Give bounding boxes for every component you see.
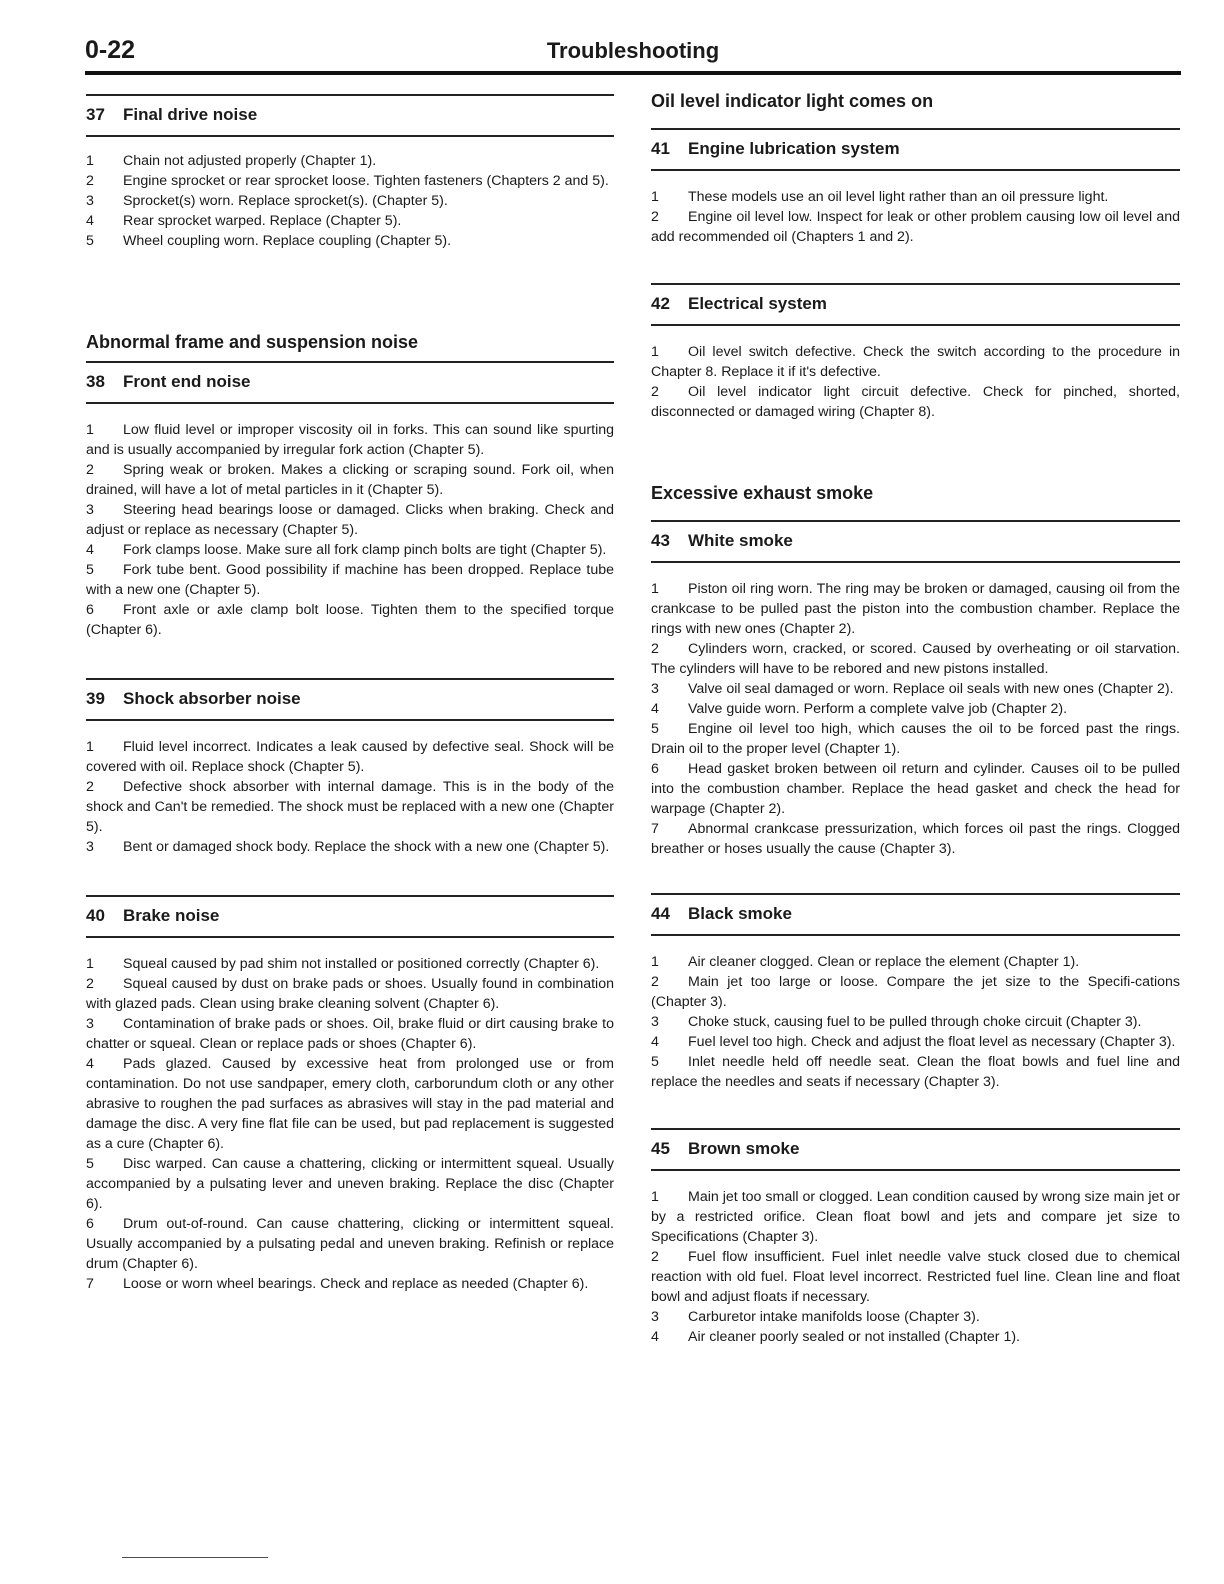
item-number: 6 xyxy=(86,602,94,618)
item-number: 2 xyxy=(651,384,659,400)
list-item xyxy=(86,460,614,500)
item-number: 2 xyxy=(651,641,659,657)
item-number: 3 xyxy=(86,502,94,518)
item-number: 7 xyxy=(651,821,659,837)
list-item xyxy=(86,540,614,560)
item-text: Engine oil level too high, which causes the oil to be forced past the rings. Drain oil to the proper level (Chapter 1). xyxy=(651,721,1180,757)
item-number: 4 xyxy=(651,1329,659,1345)
list-item xyxy=(86,974,614,1014)
item-text: Steering head bearings loose or damaged. Clicks when braking. Check and adjust or replace as necessary (Chapter 5). xyxy=(86,502,614,538)
item-number: 4 xyxy=(86,213,94,229)
list-item xyxy=(651,342,1180,382)
section-43 xyxy=(651,520,1180,859)
item-text: Cylinders worn, cracked, or scored. Caused by overheating or oil starvation. The cylinders will have to be rebored and new pistons installed. xyxy=(651,641,1180,677)
header-rule xyxy=(85,71,1181,75)
item-number: 5 xyxy=(651,721,659,737)
section-header xyxy=(651,283,1180,326)
left-column xyxy=(86,80,614,1294)
item-list xyxy=(86,954,614,1294)
item-text: Fork clamps loose. Make sure all fork clamp pinch bolts are tight (Chapter 5). xyxy=(123,542,607,558)
item-list xyxy=(651,187,1180,247)
section-42 xyxy=(651,283,1180,422)
section-title: 40 Brake noise xyxy=(86,906,220,925)
item-text: Low fluid level or improper viscosity oil in forks. This can sound like spurting and is usually accompanied by irregular fork action (Chapter 5). xyxy=(86,422,614,458)
item-text: Air cleaner poorly sealed or not installed (Chapter 1). xyxy=(688,1329,1020,1345)
item-text: Chain not adjusted properly (Chapter 1). xyxy=(123,153,377,169)
item-number: 1 xyxy=(651,954,659,970)
item-text: Fuel flow insufficient. Fuel inlet needle valve stuck closed due to chemical reaction with old fuel. Float level incorrect. Restricted fuel line. Clean line and float bowl and adjust floats if necessary. xyxy=(651,1249,1180,1305)
item-text: Loose or worn wheel bearings. Check and replace as needed (Chapter 6). xyxy=(123,1276,589,1292)
item-number: 3 xyxy=(86,839,94,855)
item-number: 1 xyxy=(651,1189,659,1205)
item-number: 4 xyxy=(86,1056,94,1072)
item-text: Inlet needle held off needle seat. Clean the float bowls and fuel line and replace the needles and seats if necessary (Chapter 3). xyxy=(651,1054,1180,1090)
item-number: 2 xyxy=(651,1249,659,1265)
list-item xyxy=(651,1247,1180,1307)
item-number: 5 xyxy=(86,233,94,249)
section-39 xyxy=(86,678,614,857)
item-text: Air cleaner clogged. Clean or replace the element (Chapter 1). xyxy=(688,954,1080,970)
section-header xyxy=(86,895,614,938)
item-number: 1 xyxy=(651,189,659,205)
list-item xyxy=(86,1214,614,1274)
item-number: 5 xyxy=(86,562,94,578)
item-number: 6 xyxy=(651,761,659,777)
item-number: 1 xyxy=(86,739,94,755)
item-list xyxy=(86,420,614,640)
list-item xyxy=(651,1187,1180,1247)
group-title-frame-suspension: Abnormal frame and suspension noise xyxy=(86,332,419,352)
item-list xyxy=(651,952,1180,1092)
list-item xyxy=(86,560,614,600)
item-text: Main jet too large or loose. Compare the jet size to the Specifi-cations (Chapter 3). xyxy=(651,974,1180,1010)
item-number: 3 xyxy=(651,681,659,697)
item-number: 2 xyxy=(86,779,94,795)
list-item xyxy=(86,1274,614,1294)
item-number: 1 xyxy=(86,956,94,972)
list-item xyxy=(86,1014,614,1054)
item-number: 2 xyxy=(651,209,659,225)
item-list xyxy=(86,151,614,251)
item-text: Wheel coupling worn. Replace coupling (Chapter 5). xyxy=(123,233,452,249)
list-item xyxy=(651,579,1180,639)
item-number: 1 xyxy=(86,422,94,438)
item-text: Front axle or axle clamp bolt loose. Tighten them to the specified torque (Chapter 6). xyxy=(86,602,614,638)
item-text: Abnormal crankcase pressurization, which forces oil past the rings. Clogged breather or hoses usually the cause (Chapter 3). xyxy=(651,821,1180,857)
list-item xyxy=(86,420,614,460)
item-number: 5 xyxy=(86,1156,94,1172)
item-number: 1 xyxy=(651,344,659,360)
item-number: 2 xyxy=(86,976,94,992)
item-text: Head gasket broken between oil return and cylinder. Causes oil to be pulled into the combustion chamber. Replace the head gasket and check the head for warpage (Chapter 2). xyxy=(651,761,1180,817)
section-header xyxy=(651,1128,1180,1171)
item-text: Oil level indicator light circuit defective. Check for pinched, shorted, disconnected or damaged wiring (Chapter 8). xyxy=(651,384,1180,420)
item-text: Carburetor intake manifolds loose (Chapter 3). xyxy=(688,1309,980,1325)
item-number: 4 xyxy=(651,701,659,717)
list-item xyxy=(86,171,614,191)
item-text: Engine oil level low. Inspect for leak or other problem causing low oil level and add recommended oil (Chapters 1 and 2). xyxy=(651,209,1180,245)
item-text: Pads glazed. Caused by excessive heat from prolonged use or from contamination. Do not use sandpaper, emery cloth, carborundum cloth or any other abrasive to roughen the pad surfaces as abrasives will stay in the pad material and damage the disc. A very fine flat file can be used, but pad replacement is suggested as a cure (Chapter 6). xyxy=(86,1056,614,1152)
item-text: Choke stuck, causing fuel to be pulled through choke circuit (Chapter 3). xyxy=(688,1014,1142,1030)
section-45 xyxy=(651,1128,1180,1347)
list-item xyxy=(86,954,614,974)
section-37 xyxy=(86,94,614,251)
page-header xyxy=(85,34,1181,74)
item-text: Fluid level incorrect. Indicates a leak caused by defective seal. Shock will be covered with oil. Replace shock (Chapter 5). xyxy=(86,739,614,775)
list-item xyxy=(86,837,614,857)
section-title: 39 Shock absorber noise xyxy=(86,689,301,708)
section-40 xyxy=(86,895,614,1294)
item-list xyxy=(651,579,1180,859)
list-item xyxy=(651,819,1180,859)
section-header xyxy=(86,361,614,404)
group-title-exhaust-smoke: Excessive exhaust smoke xyxy=(651,483,874,503)
list-item xyxy=(651,1327,1180,1347)
item-text: Valve oil seal damaged or worn. Replace oil seals with new ones (Chapter 2). xyxy=(688,681,1174,697)
item-text: Spring weak or broken. Makes a clicking or scraping sound. Fork oil, when drained, will have a lot of metal particles in it (Chapter 5). xyxy=(86,462,614,498)
section-title: 45 Brown smoke xyxy=(651,1139,800,1158)
item-number: 3 xyxy=(651,1014,659,1030)
list-item xyxy=(651,1032,1180,1052)
item-number: 2 xyxy=(651,974,659,990)
list-item xyxy=(651,679,1180,699)
item-list xyxy=(86,737,614,857)
item-list xyxy=(651,342,1180,422)
section-header xyxy=(651,893,1180,936)
section-header xyxy=(651,520,1180,563)
page-number: 0-22 xyxy=(85,36,136,64)
list-item xyxy=(86,600,614,640)
list-item xyxy=(651,759,1180,819)
section-title: 43 White smoke xyxy=(651,531,793,550)
item-number: 3 xyxy=(651,1309,659,1325)
list-item xyxy=(86,777,614,837)
section-title: 44 Black smoke xyxy=(651,904,792,923)
footer-rule xyxy=(122,1557,268,1558)
section-title: 42 Electrical system xyxy=(651,294,827,313)
list-item xyxy=(86,191,614,211)
list-item xyxy=(651,1307,1180,1327)
item-number: 5 xyxy=(651,1054,659,1070)
list-item xyxy=(86,151,614,171)
item-text: Squeal caused by dust on brake pads or shoes. Usually found in combination with glazed pads. Clean using brake cleaning solvent (Chapter 6). xyxy=(86,976,614,1012)
item-text: Fuel level too high. Check and adjust the float level as necessary (Chapter 3). xyxy=(688,1034,1176,1050)
list-item xyxy=(651,207,1180,247)
section-header xyxy=(86,678,614,721)
item-text: Valve guide worn. Perform a complete valve job (Chapter 2). xyxy=(688,701,1068,717)
item-number: 7 xyxy=(86,1276,94,1292)
list-item xyxy=(86,211,614,231)
list-item xyxy=(651,1052,1180,1092)
item-text: Bent or damaged shock body. Replace the shock with a new one (Chapter 5). xyxy=(123,839,610,855)
section-title: 38 Front end noise xyxy=(86,372,251,391)
page-title: Troubleshooting xyxy=(546,38,720,63)
list-item xyxy=(651,719,1180,759)
list-item xyxy=(651,952,1180,972)
item-text: Engine sprocket or rear sprocket loose. Tighten fasteners (Chapters 2 and 5). xyxy=(123,173,609,189)
item-number: 1 xyxy=(651,581,659,597)
list-item xyxy=(86,1054,614,1154)
item-number: 3 xyxy=(86,193,94,209)
item-text: These models use an oil level light rather than an oil pressure light. xyxy=(688,189,1109,205)
item-text: Contamination of brake pads or shoes. Oil, brake fluid or dirt causing brake to chatter or squeal. Clean or replace pads or shoes (Chapter 6). xyxy=(86,1016,614,1052)
item-number: 4 xyxy=(651,1034,659,1050)
item-text: Defective shock absorber with internal damage. This is in the body of the shock and Can't be remedied. The shock must be replaced with a new one (Chapter 5). xyxy=(86,779,614,835)
item-text: Fork tube bent. Good possibility if machine has been dropped. Replace tube with a new one (Chapter 5). xyxy=(86,562,614,598)
section-header xyxy=(86,94,614,137)
section-44 xyxy=(651,893,1180,1092)
item-text: Sprocket(s) worn. Replace sprocket(s). (Chapter 5). xyxy=(123,193,448,209)
group-title-oil-light: Oil level indicator light comes on xyxy=(651,91,934,111)
item-text: Rear sprocket warped. Replace (Chapter 5). xyxy=(123,213,402,229)
item-number: 1 xyxy=(86,153,94,169)
right-column xyxy=(651,80,1180,1347)
section-38 xyxy=(86,361,614,640)
list-item xyxy=(651,639,1180,679)
item-text: Main jet too small or clogged. Lean condition caused by wrong size main jet or by a restricted orifice. Clean float bowl and jets and compare jet size to Specifications (Chapter 3). xyxy=(651,1189,1180,1245)
item-number: 2 xyxy=(86,173,94,189)
item-text: Oil level switch defective. Check the switch according to the procedure in Chapter 8. Replace it if it's defective. xyxy=(651,344,1180,380)
item-number: 3 xyxy=(86,1016,94,1032)
list-item xyxy=(651,972,1180,1012)
list-item xyxy=(651,187,1180,207)
list-item xyxy=(86,737,614,777)
item-text: Piston oil ring worn. The ring may be broken or damaged, causing oil from the crankcase to be pulled past the piston into the combustion chamber. Replace the rings with new ones (Chapter 2). xyxy=(651,581,1180,637)
section-41 xyxy=(651,128,1180,247)
item-text: Drum out-of-round. Can cause chattering, clicking or intermittent squeal. Usually accompanied by a pulsating pedal and uneven braking. Refinish or replace drum (Chapter 6). xyxy=(86,1216,614,1272)
section-title: 37 Final drive noise xyxy=(86,105,258,124)
list-item xyxy=(86,231,614,251)
list-item xyxy=(651,699,1180,719)
list-item xyxy=(86,500,614,540)
list-item xyxy=(651,382,1180,422)
item-number: 2 xyxy=(86,462,94,478)
section-title: 41 Engine lubrication system xyxy=(651,139,900,158)
list-item xyxy=(86,1154,614,1214)
item-number: 6 xyxy=(86,1216,94,1232)
section-header xyxy=(651,128,1180,171)
item-text: Squeal caused by pad shim not installed or positioned correctly (Chapter 6). xyxy=(123,956,600,972)
list-item xyxy=(651,1012,1180,1032)
item-list xyxy=(651,1187,1180,1347)
item-text: Disc warped. Can cause a chattering, clicking or intermittent squeal. Usually accompanied by a pulsating lever and uneven braking. Replace the disc (Chapter 6). xyxy=(86,1156,614,1212)
item-number: 4 xyxy=(86,542,94,558)
